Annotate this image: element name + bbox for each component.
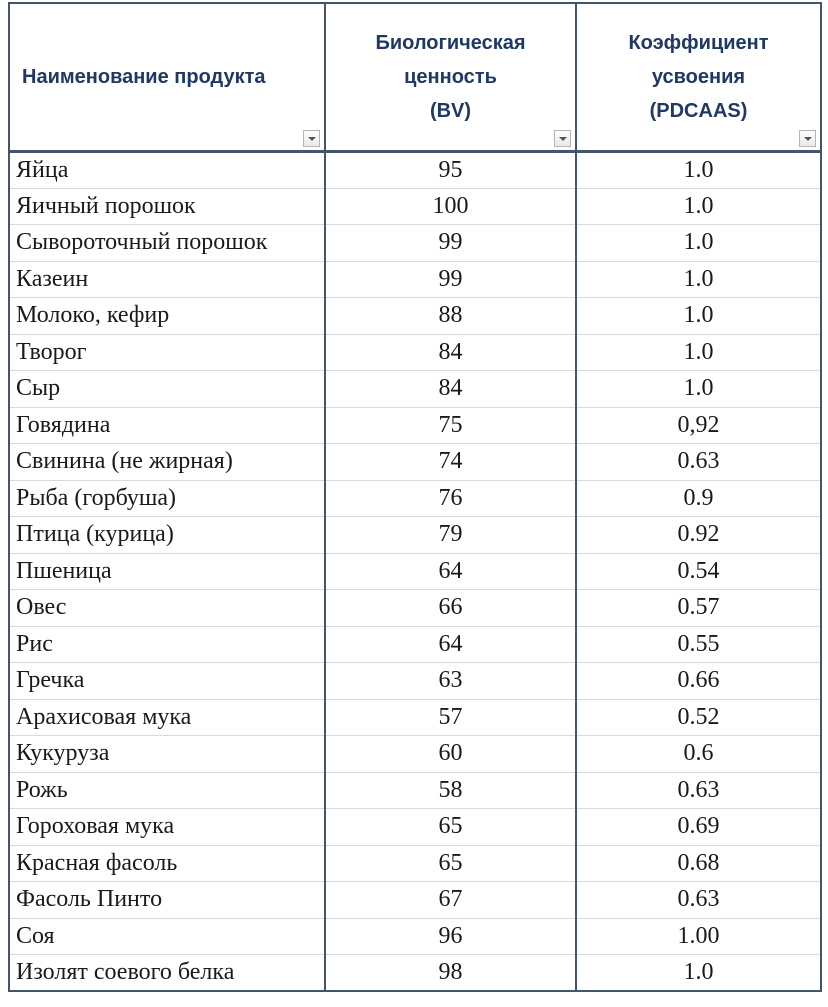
bv-value-cell[interactable]: 99 (325, 261, 576, 298)
bv-value-cell[interactable]: 76 (325, 480, 576, 517)
header-text: (PDCAAS) (649, 100, 748, 122)
table-row (9, 918, 821, 955)
table-row (9, 261, 821, 298)
pdcaas-value-cell[interactable]: 0.52 (576, 699, 821, 736)
product-name-cell[interactable]: Яичный порошок (9, 188, 325, 225)
pdcaas-value-cell[interactable]: 0.55 (576, 626, 821, 663)
bv-value-cell[interactable]: 67 (325, 882, 576, 919)
product-name-cell[interactable]: Рыба (горбуша) (9, 480, 325, 517)
pdcaas-value-cell[interactable]: 0.9 (576, 480, 821, 517)
table-row (9, 553, 821, 590)
table-row (9, 407, 821, 444)
pdcaas-value-cell[interactable]: 0.63 (576, 444, 821, 481)
table-row (9, 188, 821, 225)
header-text: Наименование продукта (22, 66, 266, 88)
header-bv (325, 3, 576, 152)
table-row (9, 845, 821, 882)
bv-value-cell[interactable]: 96 (325, 918, 576, 955)
pdcaas-value-cell[interactable]: 1.0 (576, 955, 821, 992)
product-name-cell[interactable]: Казеин (9, 261, 325, 298)
header-text: Коэффициент (628, 32, 769, 54)
protein-table (8, 2, 822, 992)
table-body (9, 152, 821, 992)
table-row (9, 480, 821, 517)
product-name-cell[interactable]: Творог (9, 334, 325, 371)
table-row (9, 298, 821, 335)
table-row (9, 590, 821, 627)
pdcaas-value-cell[interactable]: 0.69 (576, 809, 821, 846)
pdcaas-value-cell[interactable]: 1.0 (576, 152, 821, 189)
table-row (9, 444, 821, 481)
table-row (9, 152, 821, 189)
filter-button-bv[interactable] (554, 130, 571, 147)
pdcaas-value-cell[interactable]: 0.63 (576, 772, 821, 809)
product-name-cell[interactable]: Рожь (9, 772, 325, 809)
pdcaas-value-cell[interactable]: 0.68 (576, 845, 821, 882)
bv-value-cell[interactable]: 75 (325, 407, 576, 444)
product-name-cell[interactable]: Сыр (9, 371, 325, 408)
table-row (9, 517, 821, 554)
bv-value-cell[interactable]: 64 (325, 626, 576, 663)
table-row (9, 371, 821, 408)
bv-value-cell[interactable]: 60 (325, 736, 576, 773)
table-row (9, 334, 821, 371)
product-name-cell[interactable]: Фасоль Пинто (9, 882, 325, 919)
bv-value-cell[interactable]: 63 (325, 663, 576, 700)
header-text: (BV) (429, 100, 472, 122)
bv-value-cell[interactable]: 57 (325, 699, 576, 736)
table-row (9, 882, 821, 919)
bv-value-cell[interactable]: 100 (325, 188, 576, 225)
pdcaas-value-cell[interactable]: 0,92 (576, 407, 821, 444)
filter-button-pdcaas[interactable] (799, 130, 816, 147)
product-name-cell[interactable]: Сывороточный порошок (9, 225, 325, 262)
product-name-cell[interactable]: Овес (9, 590, 325, 627)
product-name-cell[interactable]: Пшеница (9, 553, 325, 590)
bv-value-cell[interactable]: 99 (325, 225, 576, 262)
product-name-cell[interactable]: Соя (9, 918, 325, 955)
pdcaas-value-cell[interactable]: 0.66 (576, 663, 821, 700)
product-name-cell[interactable]: Гречка (9, 663, 325, 700)
bv-value-cell[interactable]: 84 (325, 371, 576, 408)
pdcaas-value-cell[interactable]: 1.0 (576, 261, 821, 298)
pdcaas-value-cell[interactable]: 1.0 (576, 371, 821, 408)
pdcaas-value-cell[interactable]: 0.63 (576, 882, 821, 919)
table-row (9, 225, 821, 262)
pdcaas-value-cell[interactable]: 1.0 (576, 188, 821, 225)
bv-value-cell[interactable]: 95 (325, 152, 576, 189)
header-row (9, 3, 821, 152)
table-row (9, 699, 821, 736)
product-name-cell[interactable]: Гороховая мука (9, 809, 325, 846)
pdcaas-value-cell[interactable]: 1.00 (576, 918, 821, 955)
bv-value-cell[interactable]: 84 (325, 334, 576, 371)
bv-value-cell[interactable]: 58 (325, 772, 576, 809)
product-name-cell[interactable]: Кукуруза (9, 736, 325, 773)
header-text: Биологическая (375, 32, 526, 54)
dropdown-arrow-icon (308, 137, 316, 141)
pdcaas-value-cell[interactable]: 0.54 (576, 553, 821, 590)
pdcaas-value-cell[interactable]: 0.92 (576, 517, 821, 554)
product-name-cell[interactable]: Молоко, кефир (9, 298, 325, 335)
dropdown-arrow-icon (804, 137, 812, 141)
bv-value-cell[interactable]: 66 (325, 590, 576, 627)
table-row (9, 626, 821, 663)
pdcaas-value-cell[interactable]: 1.0 (576, 298, 821, 335)
pdcaas-value-cell[interactable]: 1.0 (576, 225, 821, 262)
product-name-cell[interactable]: Рис (9, 626, 325, 663)
bv-value-cell[interactable]: 64 (325, 553, 576, 590)
filter-button-name[interactable] (303, 130, 320, 147)
header-product-name (9, 3, 325, 152)
table-row (9, 736, 821, 773)
bv-value-cell[interactable]: 65 (325, 845, 576, 882)
pdcaas-value-cell[interactable]: 0.57 (576, 590, 821, 627)
bv-value-cell[interactable]: 65 (325, 809, 576, 846)
bv-value-cell[interactable]: 88 (325, 298, 576, 335)
pdcaas-value-cell[interactable]: 0.6 (576, 736, 821, 773)
table-row (9, 663, 821, 700)
table-row (9, 955, 821, 992)
product-name-cell[interactable]: Яйца (9, 152, 325, 189)
table-row (9, 772, 821, 809)
spreadsheet (8, 2, 820, 992)
product-name-cell[interactable]: Птица (курица) (9, 517, 325, 554)
dropdown-arrow-icon (559, 137, 567, 141)
header-pdcaas (576, 3, 821, 152)
bv-value-cell[interactable]: 98 (325, 955, 576, 992)
header-text: усвоения (651, 66, 746, 88)
table-row (9, 809, 821, 846)
header-text: ценность (404, 66, 497, 88)
bv-value-cell[interactable]: 74 (325, 444, 576, 481)
bv-value-cell[interactable]: 79 (325, 517, 576, 554)
product-name-cell[interactable]: Свинина (не жирная) (9, 444, 325, 481)
product-name-cell[interactable]: Арахисовая мука (9, 699, 325, 736)
product-name-cell[interactable]: Красная фасоль (9, 845, 325, 882)
pdcaas-value-cell[interactable]: 1.0 (576, 334, 821, 371)
product-name-cell[interactable]: Говядина (9, 407, 325, 444)
product-name-cell[interactable]: Изолят соевого белка (9, 955, 325, 992)
